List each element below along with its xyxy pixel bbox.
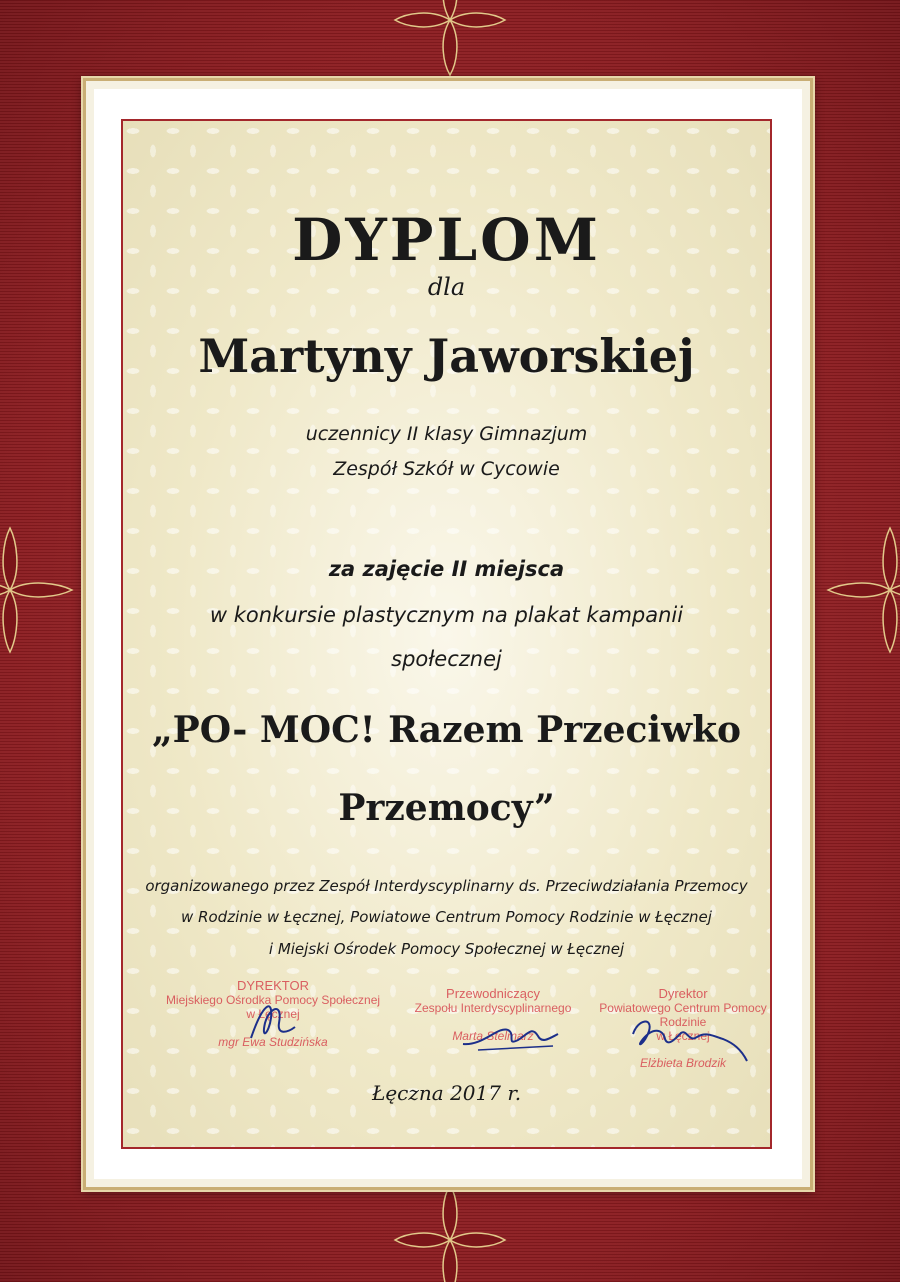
recipient-name: Martyny Jaworskiej (198, 329, 695, 383)
for-label: dla (427, 273, 466, 301)
school-name: Zespół Szkół w Cycowie (333, 458, 560, 480)
flower-ornament-top (390, 0, 510, 80)
signature-2 (458, 1016, 568, 1056)
stamp-institution: Zespołu Interdyscyplinarnego (414, 1000, 572, 1015)
stamp-institution-line-2: w Łęcznej (246, 1006, 300, 1021)
signature-1 (243, 993, 303, 1048)
stamp-institution-line-2: w Łęcznej (656, 1028, 710, 1043)
place-and-date: Łęczna 2017 r. (371, 1081, 522, 1105)
stamp-role: Dyrektor (658, 986, 708, 1001)
stamp-institution: Miejskiego Ośrodka Pomocy Społecznej (165, 992, 381, 1007)
stamp-institution: Powiatowego Centrum Pomocy Rodzinie (599, 1000, 767, 1029)
stamp-role: Przewodniczący (446, 986, 540, 1001)
stamp-name: Marta Stelmarz (452, 1028, 534, 1043)
certificate-body (121, 119, 772, 1149)
diploma-title: DYPLOM (292, 206, 601, 274)
flower-ornament-left (0, 520, 80, 660)
flower-ornament-bottom (390, 1180, 510, 1282)
student-description: uczennicy II klasy Gimnazjum (305, 423, 588, 445)
signature-3 (623, 1009, 753, 1069)
flower-ornament-right (820, 520, 900, 660)
campaign-title-line-2: Przemocy” (338, 787, 555, 829)
certificate-frame (83, 78, 813, 1190)
organizers-line-3: i Miejski Ośrodek Pomocy Społecznej w Łęcznej (268, 940, 625, 958)
organizers-line-2: w Rodzinie w Łęcznej, Powiatowe Centrum Pomocy Rodzinie w Łęcznej (181, 908, 712, 926)
stamp-name: Elżbieta Brodzik (639, 1056, 727, 1071)
stamp-name: mgr Ewa Studzińska (218, 1034, 328, 1049)
award-place: za zajęcie II miejsca (328, 557, 565, 581)
stamp-role: DYREKTOR (237, 978, 309, 993)
campaign-title-line-1: „PO- MOC! Razem Przeciwko (151, 709, 742, 751)
competition-line-2: społecznej (391, 647, 502, 671)
organizers-line-1: organizowanego przez Zespół Interdyscyplinarny ds. Przeciwdziałania Przemocy (145, 877, 748, 895)
competition-line-1: w konkursie plastycznym na plakat kampanii (209, 603, 684, 627)
